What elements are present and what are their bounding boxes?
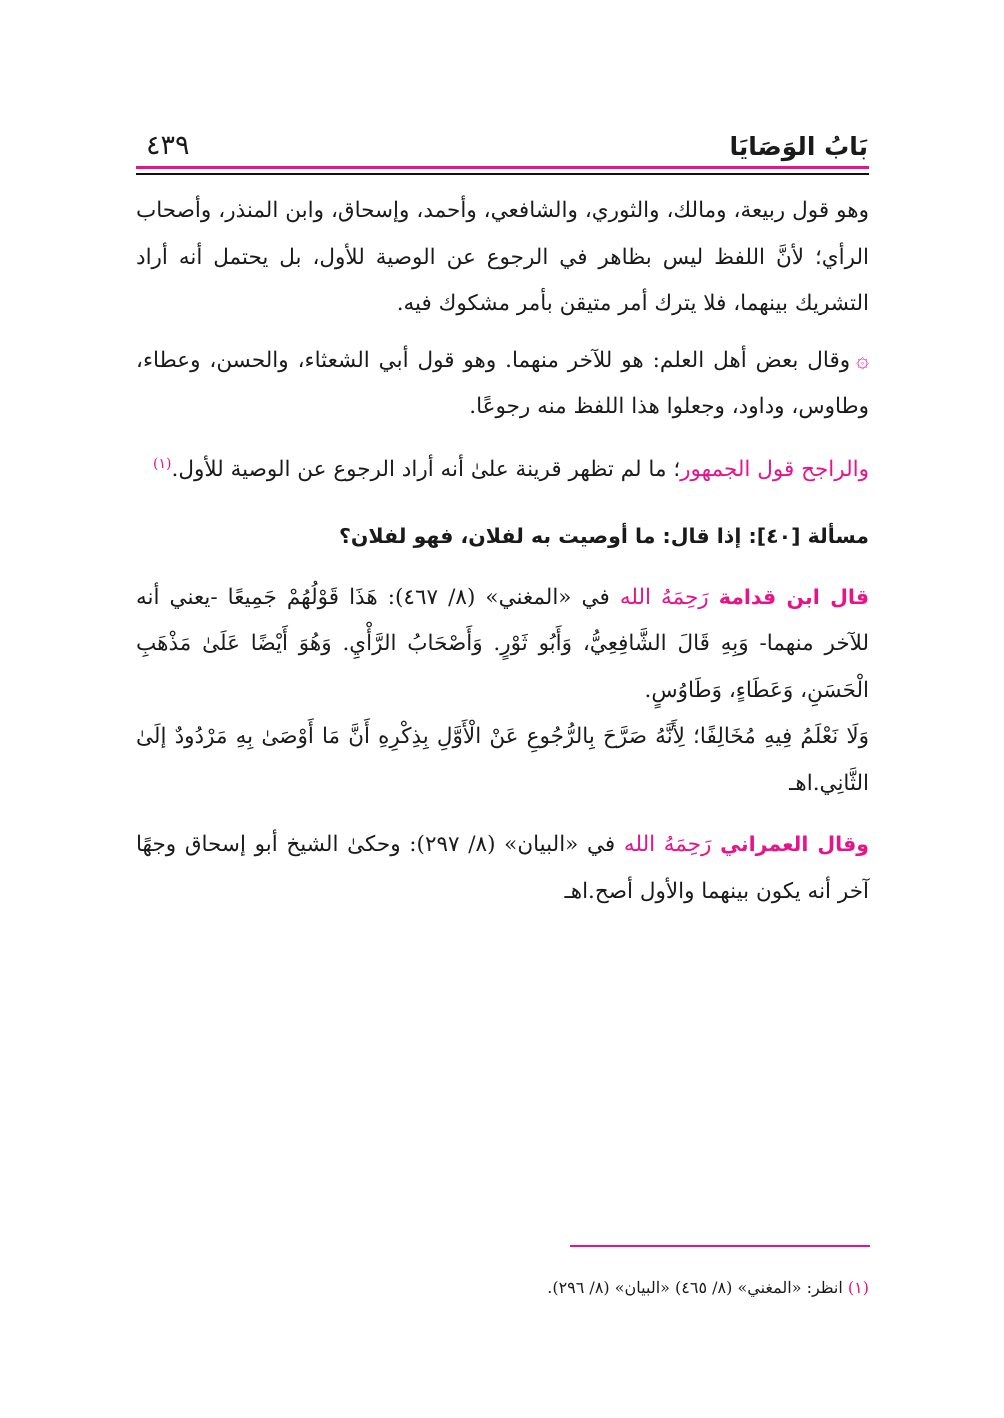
paragraph-text: وقال بعض أهل العلم: هو للآخر منهما. وهو قول أبي الشعثاء، والحسن، وعطاء، وطاوس، وداود، وجعلوا هذا اللفظ منه رجوعًا. [136,347,869,419]
quote-text: وَلَا نَعْلَمُ فِيهِ مُخَالِفًا؛ لِأَنَّهُ صَرَّحَ بِالرُّجُوعِ عَنْ الْأَوَّلِ بِذِكْرِهِ أَنَّ مَا أَوْصَىٰ بِهِ مَرْدُودٌ إلَىٰ الثَّانِي.اهـ [136,724,869,796]
paragraph-text: وهو قول ربيعة، ومالك، والثوري، والشافعي، وأحمد، وإسحاق، وابن المنذر، وأصحاب الرأي؛ لأنَّ اللفظ ليس بظاهر في الرجوع عن الوصية للأول، بل يحتمل أنه أراد التشريك بينهما، فلا يترك أمر متيقن بأمر مشكوك فيه. [136,198,869,316]
footnote-text: انظر: «المغني» (٨/ ٤٦٥) «البيان» (٨/ ٢٩٦). [547,1278,843,1297]
footnote [136,1276,869,1300]
page-header [138,128,868,168]
honorific: رَحِمَهُ الله [619,584,709,610]
quote-source: في «البيان» (٨/ ٢٩٧): [409,832,616,858]
issue-number: مسألة [٤٠]: [748,524,869,549]
footnote-separator [570,1245,870,1247]
paragraph-text: ؛ ما لم تظهر قرينة علىٰ أنه أراد الرجوع عن الوصية للأول. [171,456,681,482]
paragraph-preferred-opinion [136,441,869,494]
honorific: رَحِمَهُ الله [623,832,712,858]
page-number: ٤٣٩ [146,130,190,161]
quote-text: وحكىٰ الشيخ أبو إسحاق وجهًا آخر أنه يكون بينهما والأول أصح.اهـ [136,832,869,904]
issue-heading [136,513,869,560]
paragraph-other-opinion [136,338,869,431]
header-rule-pink [136,166,869,169]
flower-ornament-icon: ۞ [856,347,869,373]
preferred-opinion-highlight: والراجح قول الجمهور [680,456,869,482]
quote-speaker: وقال العمراني [720,832,870,857]
quote-text: هَذَا قَوْلُهُمْ جَمِيعًا -يعني أنه للآخر منهما- وَبِهِ قَالَ الشَّافِعِيُّ، وَأَبُو ثَوْرٍ. وَأَصْحَابُ الرَّأْيِ. وَهُوَ أَيْضًا عَلَىٰ مَذْهَبِ الْحَسَنِ، وَعَطَاءٍ، وَطَاوُسٍ. [136,584,869,703]
running-title: بَابُ الوَصَايَا [729,132,868,161]
quote-ibn-qudama [136,574,869,715]
quote-ibn-qudama-continued [136,714,869,807]
quote-source: في «المغني» (٨/ ٤٦٧): [387,584,610,610]
paragraph-majority-opinion [136,188,869,328]
quote-speaker: قال ابن قدامة [718,584,870,609]
footnote-reference: (١) [153,455,172,472]
quote-al-imrani [136,821,869,915]
header-rule-black [136,173,869,175]
footnote-number: (١) [847,1278,869,1297]
issue-title: إذا قال: ما أوصيت به لفلان، فهو لفلان؟ [339,524,742,549]
main-text [136,188,869,915]
